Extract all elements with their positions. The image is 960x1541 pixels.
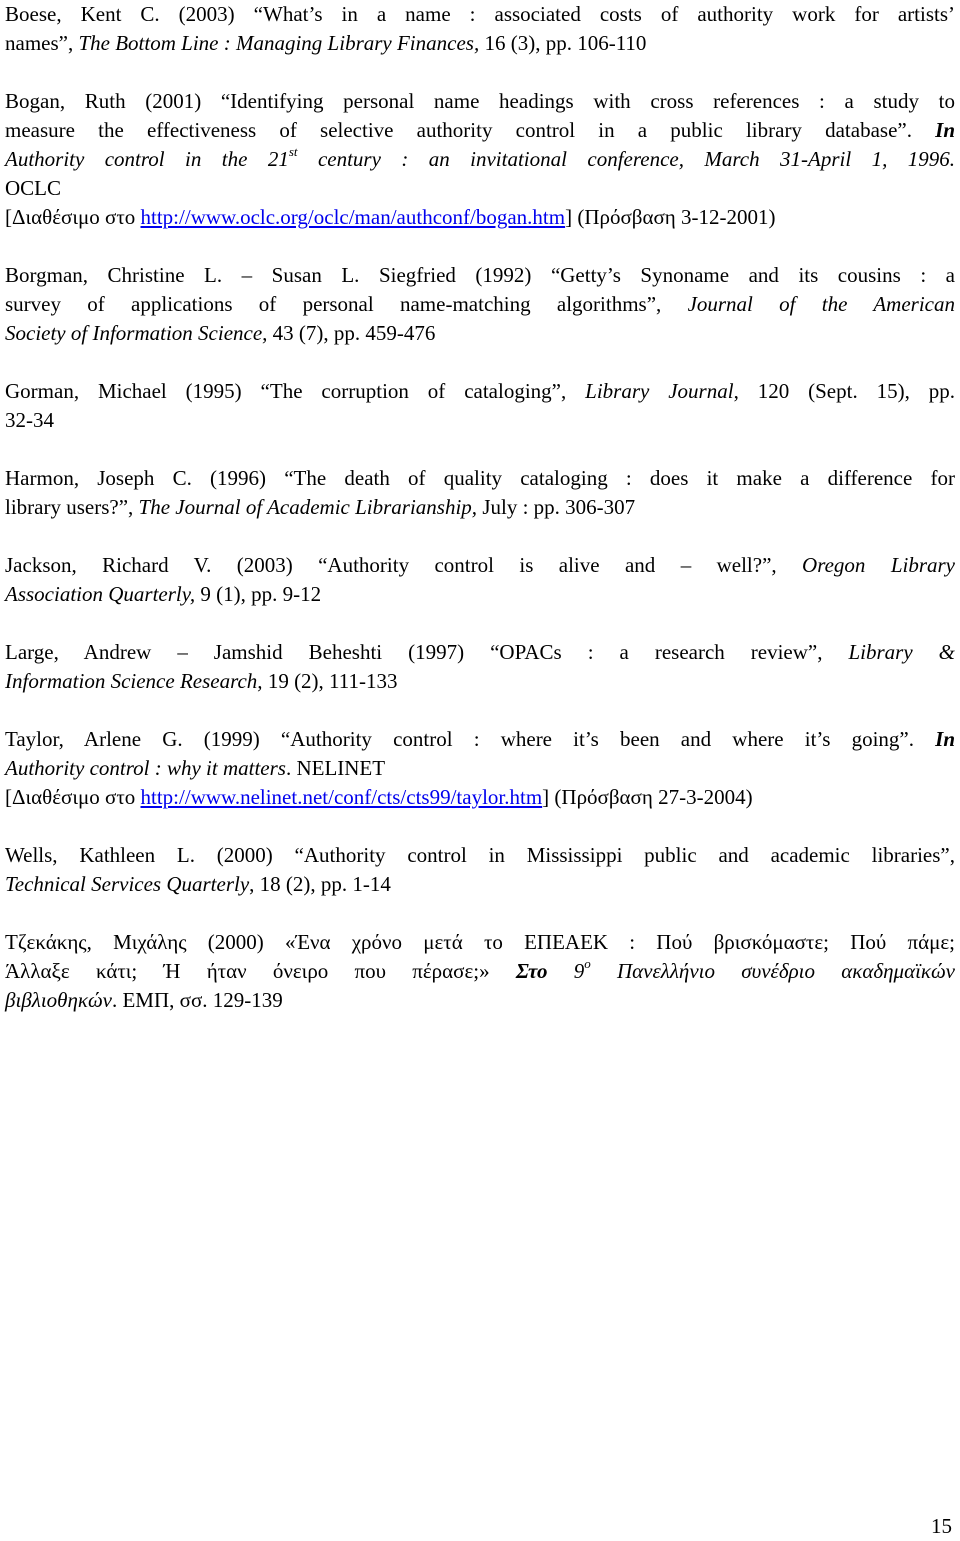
in-marker: In	[935, 118, 955, 142]
reference-taylor	[5, 725, 955, 812]
reference-text: ] (Πρόσβαση 3-12-2001)	[565, 205, 776, 229]
reference-line	[5, 754, 955, 783]
reference-text: names”,	[5, 31, 79, 55]
journal-title: Technical Services Quarterly	[5, 872, 250, 896]
journal-title: Oregon Library	[802, 553, 956, 577]
reference-line	[5, 667, 955, 696]
taylor-link[interactable]: http://www.nelinet.net/conf/cts/cts99/taylor.htm	[140, 785, 543, 809]
reference-boese	[5, 0, 955, 58]
bogan-link[interactable]: http://www.oclc.org/oclc/man/authconf/bogan.htm	[140, 205, 566, 229]
source-title: Authority control : why it matters	[5, 756, 286, 780]
reference-line	[5, 725, 955, 754]
reference-borgman	[5, 261, 955, 348]
journal-title: Library &	[848, 640, 956, 664]
reference-line	[5, 493, 955, 522]
reference-bogan	[5, 87, 955, 232]
reference-line	[5, 203, 955, 232]
in-marker: Στο	[515, 959, 548, 983]
reference-text: Large, Andrew – Jamshid Beheshti (1997) “OPACs : a research review”,	[5, 640, 849, 664]
source-title: Authority control in the 21	[5, 147, 289, 171]
reference-text: , 18 (2), pp. 1-14	[249, 872, 391, 896]
reference-text: 19 (2), 111-133	[262, 669, 398, 693]
journal-title: The Bottom Line : Managing Library Finances,	[78, 31, 480, 55]
reference-text: Άλλαξε κάτι; Ή ήταν όνειρο που πέρασε;»	[5, 959, 516, 983]
reference-line	[5, 580, 955, 609]
page-number: 15	[931, 1514, 952, 1538]
reference-text: . NELINET	[285, 756, 386, 780]
reference-line	[5, 116, 955, 145]
reference-tzekakis	[5, 928, 955, 1015]
journal-title: Information Science Research,	[5, 669, 263, 693]
source-title: century : an invitational conference, March 31-April 1, 1996.	[297, 147, 955, 171]
ordinal-superscript: o	[584, 956, 591, 971]
reference-line: OCLC	[5, 176, 62, 200]
reference-text: . ΕΜΠ, σσ. 129-139	[111, 988, 283, 1012]
reference-line: Bogan, Ruth (2001) “Identifying personal name headings with cross references : a study to	[5, 89, 955, 113]
journal-title: The Journal of Academic Librarianship,	[138, 495, 478, 519]
reference-text: Taylor, Arlene G. (1999) “Authority control : where it’s been and where it’s going”.	[5, 727, 936, 751]
reference-text: 9 (1), pp. 9-12	[195, 582, 322, 606]
reference-line	[5, 290, 955, 319]
reference-line	[5, 783, 955, 812]
reference-line: Harmon, Joseph C. (1996) “The death of quality cataloging : does it make a difference for	[5, 466, 955, 490]
journal-title: Society of Information Science,	[5, 321, 268, 345]
reference-line	[5, 957, 955, 986]
reference-text: [Διαθέσιμο στο	[5, 205, 141, 229]
reference-line: 32-34	[5, 408, 54, 432]
reference-line: Τζεκάκης, Μιχάλης (2000) «Ένα χρόνο μετά το ΕΠΕΑΕΚ : Πού βρισκόμαστε; Πού πάμε;	[5, 930, 955, 954]
journal-title: Library Journal	[585, 379, 734, 403]
reference-harmon	[5, 464, 955, 522]
reference-text: Gorman, Michael (1995) “The corruption of cataloging”,	[5, 379, 586, 403]
source-title: Πανελλήνιο συνέδριο ακαδημαϊκών	[590, 959, 955, 983]
reference-text: survey of applications of personal name-matching algorithms”,	[5, 292, 688, 316]
reference-text: Jackson, Richard V. (2003) “Authority control is alive and – well?”,	[5, 553, 803, 577]
reference-line	[5, 29, 955, 58]
reference-line	[5, 377, 955, 406]
reference-list	[5, 0, 955, 1044]
reference-line	[5, 551, 955, 580]
journal-title: Association Quarterly,	[5, 582, 196, 606]
reference-gorman	[5, 377, 955, 435]
reference-text: library users?”,	[5, 495, 139, 519]
reference-large	[5, 638, 955, 696]
reference-line	[5, 986, 955, 1015]
reference-jackson	[5, 551, 955, 609]
journal-title: Journal of the American	[687, 292, 955, 316]
reference-text: 43 (7), pp. 459-476	[267, 321, 436, 345]
reference-line	[5, 145, 955, 174]
reference-line	[5, 319, 955, 348]
reference-line	[5, 870, 955, 899]
source-title: 9	[547, 959, 585, 983]
reference-line: Wells, Kathleen L. (2000) “Authority control in Mississippi public and academic libraries”,	[5, 843, 955, 867]
reference-line: Boese, Kent C. (2003) “What’s in a name : associated costs of authority work for artists’	[5, 2, 955, 26]
reference-text: 16 (3), pp. 106-110	[479, 31, 647, 55]
reference-text: [Διαθέσιμο στο	[5, 785, 141, 809]
ordinal-superscript: st	[288, 144, 298, 159]
reference-text: measure the effectiveness of selective authority control in a public library database”.	[5, 118, 936, 142]
reference-text: ] (Πρόσβαση 27-3-2004)	[542, 785, 753, 809]
in-marker: In	[935, 727, 955, 751]
reference-line	[5, 638, 955, 667]
reference-text: July : pp. 306-307	[477, 495, 636, 519]
source-title: βιβλιοθηκών	[5, 988, 112, 1012]
reference-text: , 120 (Sept. 15), pp.	[733, 379, 955, 403]
reference-line: Borgman, Christine L. – Susan L. Siegfried (1992) “Getty’s Synoname and its cousins : a	[5, 263, 955, 287]
reference-wells	[5, 841, 955, 899]
